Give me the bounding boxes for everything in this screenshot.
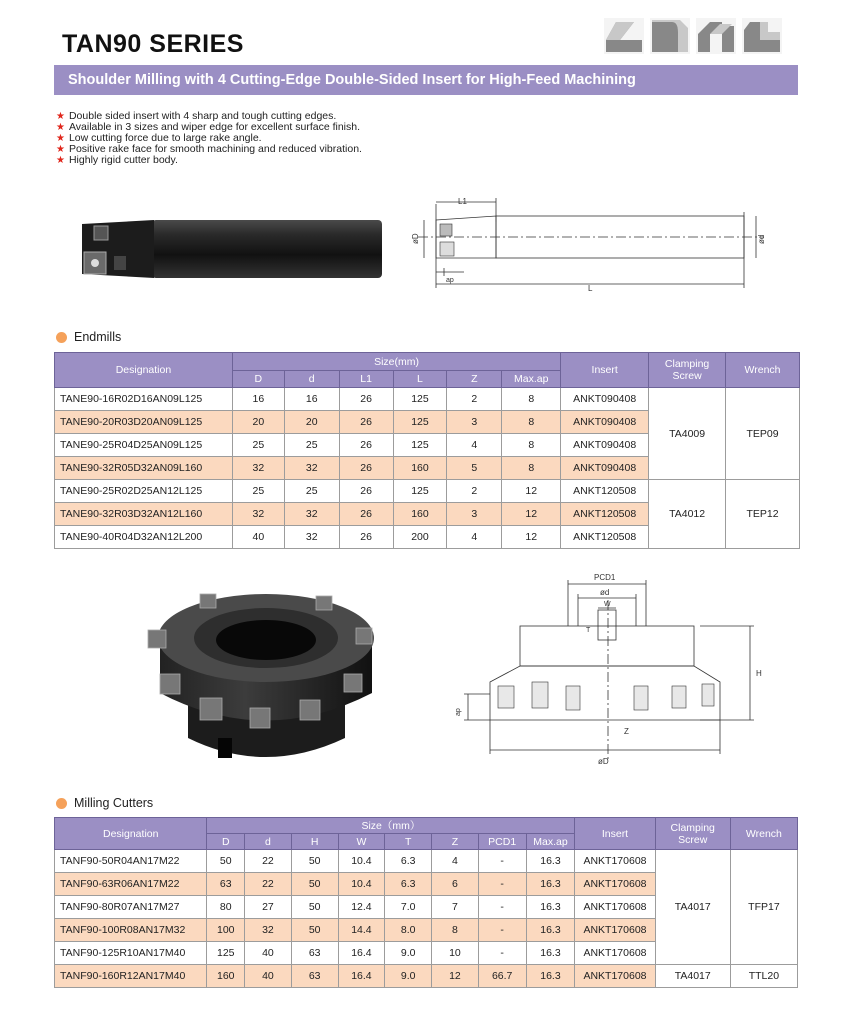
col-clamping-screw: Clamping Screw bbox=[655, 818, 730, 850]
profile-milling-icon bbox=[650, 18, 690, 54]
bullet-dot-icon bbox=[56, 798, 67, 809]
dim-label-ap: ap bbox=[446, 277, 454, 284]
endmills-heading: Endmills bbox=[56, 330, 121, 344]
dim-label-od: øD bbox=[598, 757, 609, 766]
feature-item: ★ Available in 3 sizes and wiper edge for excellent surface finish. bbox=[56, 121, 361, 133]
col-designation: Designation bbox=[55, 353, 233, 388]
table-row: TANE90-25R04D25AN09L125 25 25 26 125 4 8 ANKT090408 bbox=[55, 434, 800, 457]
milling-cutters-heading: Milling Cutters bbox=[56, 796, 153, 810]
col-W: W bbox=[338, 834, 385, 850]
clamping-screw-value: TA4009 bbox=[649, 388, 726, 480]
col-L1: L1 bbox=[339, 371, 393, 388]
col-H: H bbox=[291, 834, 338, 850]
dim-label-w: W bbox=[604, 601, 611, 608]
table-row: TANF90-80R07AN17M27 80 27 50 12.4 7.0 7 - 16.3 ANKT170608 bbox=[55, 896, 798, 919]
table-row: TANE90-32R03D32AN12L160 32 32 26 160 3 12 ANKT120508 bbox=[55, 503, 800, 526]
endmill-photo bbox=[74, 212, 386, 284]
endmills-table bbox=[54, 352, 800, 549]
feature-item: ★ Highly rigid cutter body. bbox=[56, 154, 178, 166]
table-row: TANF90-50R04AN17M22 50 22 50 10.4 6.3 4 - 16.3 ANKT170608 TA4017 TFP17 bbox=[55, 850, 798, 873]
col-max-ap: Max.ap bbox=[526, 834, 575, 850]
col-clamping-screw: Clamping Screw bbox=[649, 353, 726, 388]
feature-item: ★ Low cutting force due to large rake angle. bbox=[56, 132, 262, 144]
feature-item: ★ Double sided insert with 4 sharp and tough cutting edges. bbox=[56, 110, 337, 122]
dim-label-ap: ap bbox=[455, 708, 462, 716]
table-row: TANE90-16R02D16AN09L125 16 16 26 125 2 8 ANKT090408 TA4009 TEP09 bbox=[55, 388, 800, 411]
col-D: D bbox=[207, 834, 245, 850]
machining-type-icons bbox=[604, 18, 782, 54]
col-T: T bbox=[385, 834, 432, 850]
col-Z: Z bbox=[447, 371, 502, 388]
milling-cutter-photo bbox=[140, 578, 390, 768]
milling-cutters-table bbox=[54, 817, 798, 988]
col-d: d bbox=[284, 371, 339, 388]
dim-label-pcd1: PCD1 bbox=[594, 573, 616, 582]
table-row: TANF90-160R12AN17M40 160 40 63 16.4 9.0 12 66.7 16.3 ANKT170608 TA4017 TTL20 bbox=[55, 965, 798, 988]
clamping-screw-value: TA4012 bbox=[649, 480, 726, 549]
col-designation: Designation bbox=[55, 818, 207, 850]
shoulder-milling-icon bbox=[742, 18, 782, 54]
star-icon: ★ bbox=[56, 155, 65, 166]
table-row: TANE90-25R02D25AN12L125 25 25 26 125 2 12 ANKT120508 TA4012 TEP12 bbox=[55, 480, 800, 503]
endmill-drawing bbox=[404, 192, 776, 294]
table-row: TANE90-40R04D32AN12L200 40 32 26 200 4 12 ANKT120508 bbox=[55, 526, 800, 549]
star-icon: ★ bbox=[56, 122, 65, 133]
col-insert: Insert bbox=[561, 353, 649, 388]
clamping-screw-value: TA4017 bbox=[655, 850, 730, 965]
feature-list bbox=[56, 111, 362, 166]
page-title: TAN90 SERIES bbox=[62, 30, 244, 58]
table-row: TANF90-125R10AN17M40 125 40 63 16.4 9.0 10 - 16.3 ANKT170608 bbox=[55, 942, 798, 965]
star-icon: ★ bbox=[56, 133, 65, 144]
dim-label-d: ød bbox=[757, 234, 766, 244]
face-milling-icon bbox=[604, 18, 644, 54]
table-row: TANE90-32R05D32AN09L160 32 32 26 160 5 8 ANKT090408 bbox=[55, 457, 800, 480]
star-icon: ★ bbox=[56, 111, 65, 122]
col-max-ap: Max.ap bbox=[502, 371, 561, 388]
col-wrench: Wrench bbox=[726, 353, 800, 388]
dim-label-l1: L1 bbox=[458, 197, 467, 206]
bullet-dot-icon bbox=[56, 332, 67, 343]
dim-label-d: ød bbox=[600, 588, 610, 597]
col-pcd1: PCD1 bbox=[478, 834, 526, 850]
table-row: TANE90-20R03D20AN09L125 20 20 26 125 3 8 ANKT090408 bbox=[55, 411, 800, 434]
col-size: Size（mm） bbox=[207, 818, 575, 834]
wrench-value: TTL20 bbox=[730, 965, 797, 988]
col-insert: Insert bbox=[575, 818, 655, 850]
col-D: D bbox=[232, 371, 284, 388]
dim-label-od: øD bbox=[411, 233, 420, 244]
wrench-value: TEP09 bbox=[726, 388, 800, 480]
dim-label-z: Z bbox=[624, 727, 629, 736]
wrench-value: TEP12 bbox=[726, 480, 800, 549]
dim-label-l: L bbox=[588, 284, 593, 293]
dim-label-h: H bbox=[756, 669, 762, 678]
wrench-value: TFP17 bbox=[730, 850, 797, 965]
col-size: Size(mm) bbox=[232, 353, 560, 371]
col-Z: Z bbox=[432, 834, 479, 850]
star-icon: ★ bbox=[56, 144, 65, 155]
feature-item: ★ Positive rake face for smooth machining and reduced vibration. bbox=[56, 143, 362, 155]
col-d: d bbox=[245, 834, 292, 850]
dim-label-t: T bbox=[586, 627, 591, 634]
table-row: TANF90-100R08AN17M32 100 32 50 14.4 8.0 8 - 16.3 ANKT170608 bbox=[55, 919, 798, 942]
clamping-screw-value: TA4017 bbox=[655, 965, 730, 988]
subtitle-banner: Shoulder Milling with 4 Cutting-Edge Double-Sided Insert for High-Feed Machining bbox=[54, 65, 798, 95]
col-L: L bbox=[393, 371, 447, 388]
table-row: TANF90-63R06AN17M22 63 22 50 10.4 6.3 6 - 16.3 ANKT170608 bbox=[55, 873, 798, 896]
slot-milling-icon bbox=[696, 18, 736, 54]
milling-cutter-drawing bbox=[450, 570, 780, 775]
col-wrench: Wrench bbox=[730, 818, 797, 850]
